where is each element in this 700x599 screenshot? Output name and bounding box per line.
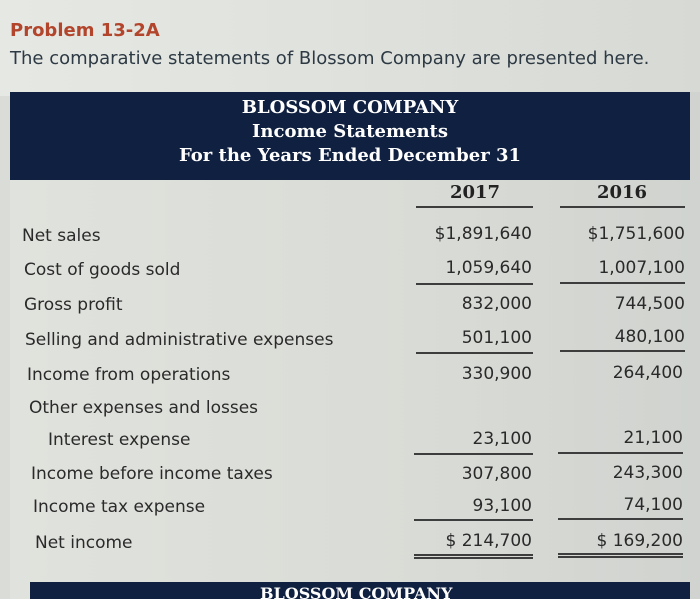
amount-2016-net-sales: $1,751,600 [587, 224, 685, 244]
amount-2017-net-sales: $1,891,640 [434, 224, 532, 244]
next-statement-header [30, 582, 690, 599]
year-header-2016: 2016 [596, 182, 648, 203]
total-double-rule-2016 [558, 553, 683, 558]
amount-2017-gross-profit: 832,000 [461, 294, 532, 314]
subtotal-rule-2016-interest [558, 452, 683, 454]
amount-2016-income-tax: 74,100 [623, 495, 683, 515]
row-label-income-operations: Income from operations [27, 365, 231, 385]
amount-2016-gross-profit: 744,500 [614, 294, 685, 314]
row-label-selling-admin: Selling and administrative expenses [25, 330, 334, 350]
row-label-cogs: Cost of goods sold [24, 260, 181, 280]
amount-2016-interest-expense: 21,100 [623, 428, 683, 448]
total-double-rule-2017 [414, 554, 533, 559]
amount-2017-net-income: $ 214,700 [445, 531, 532, 551]
subtotal-rule-2017-cogs [416, 283, 533, 285]
year-header-2017: 2017 [449, 182, 501, 203]
row-label-income-tax: Income tax expense [33, 497, 206, 517]
subtotal-rule-2016-cogs [560, 282, 685, 284]
row-label-income-before-taxes: Income before income taxes [31, 464, 273, 484]
amount-2017-selling-admin: 501,100 [461, 328, 532, 348]
amount-2016-cogs: 1,007,100 [598, 258, 685, 278]
amount-2016-selling-admin: 480,100 [614, 327, 685, 347]
row-label-gross-profit: Gross profit [24, 295, 123, 315]
amount-2016-net-income: $ 169,200 [596, 531, 683, 551]
amount-2017-income-before-taxes: 307,800 [461, 464, 532, 484]
year-underline-2016 [560, 206, 685, 208]
amount-2016-income-operations: 264,400 [612, 363, 683, 383]
next-statement-company: BLOSSOM COMPANY [260, 584, 453, 599]
subtotal-rule-2016-selling-admin [560, 350, 685, 352]
amount-2017-income-tax: 93,100 [472, 496, 532, 516]
subtotal-rule-2016-income-tax [558, 518, 683, 520]
subtotal-rule-2017-income-tax [414, 519, 533, 521]
amount-2017-interest-expense: 23,100 [472, 429, 532, 449]
problem-title: Problem 13-2A [10, 20, 160, 41]
year-underline-2017 [416, 206, 533, 208]
amount-2017-cogs: 1,059,640 [445, 258, 532, 278]
statement-name: Income Statements [251, 121, 448, 142]
amount-2016-income-before-taxes: 243,300 [612, 463, 683, 483]
row-label-net-sales: Net sales [22, 226, 101, 246]
subtotal-rule-2017-selling-admin [416, 352, 533, 354]
statement-period: For the Years Ended December 31 [178, 145, 521, 166]
company-name: BLOSSOM COMPANY [241, 97, 459, 118]
row-label-interest-expense: Interest expense [48, 430, 191, 450]
row-label-other-expenses: Other expenses and losses [29, 398, 259, 418]
amount-2017-income-operations: 330,900 [461, 364, 532, 384]
row-label-net-income: Net income [35, 533, 133, 553]
subtotal-rule-2017-interest [414, 453, 533, 455]
problem-description: The comparative statements of Blossom Company are presented here. [10, 48, 650, 69]
